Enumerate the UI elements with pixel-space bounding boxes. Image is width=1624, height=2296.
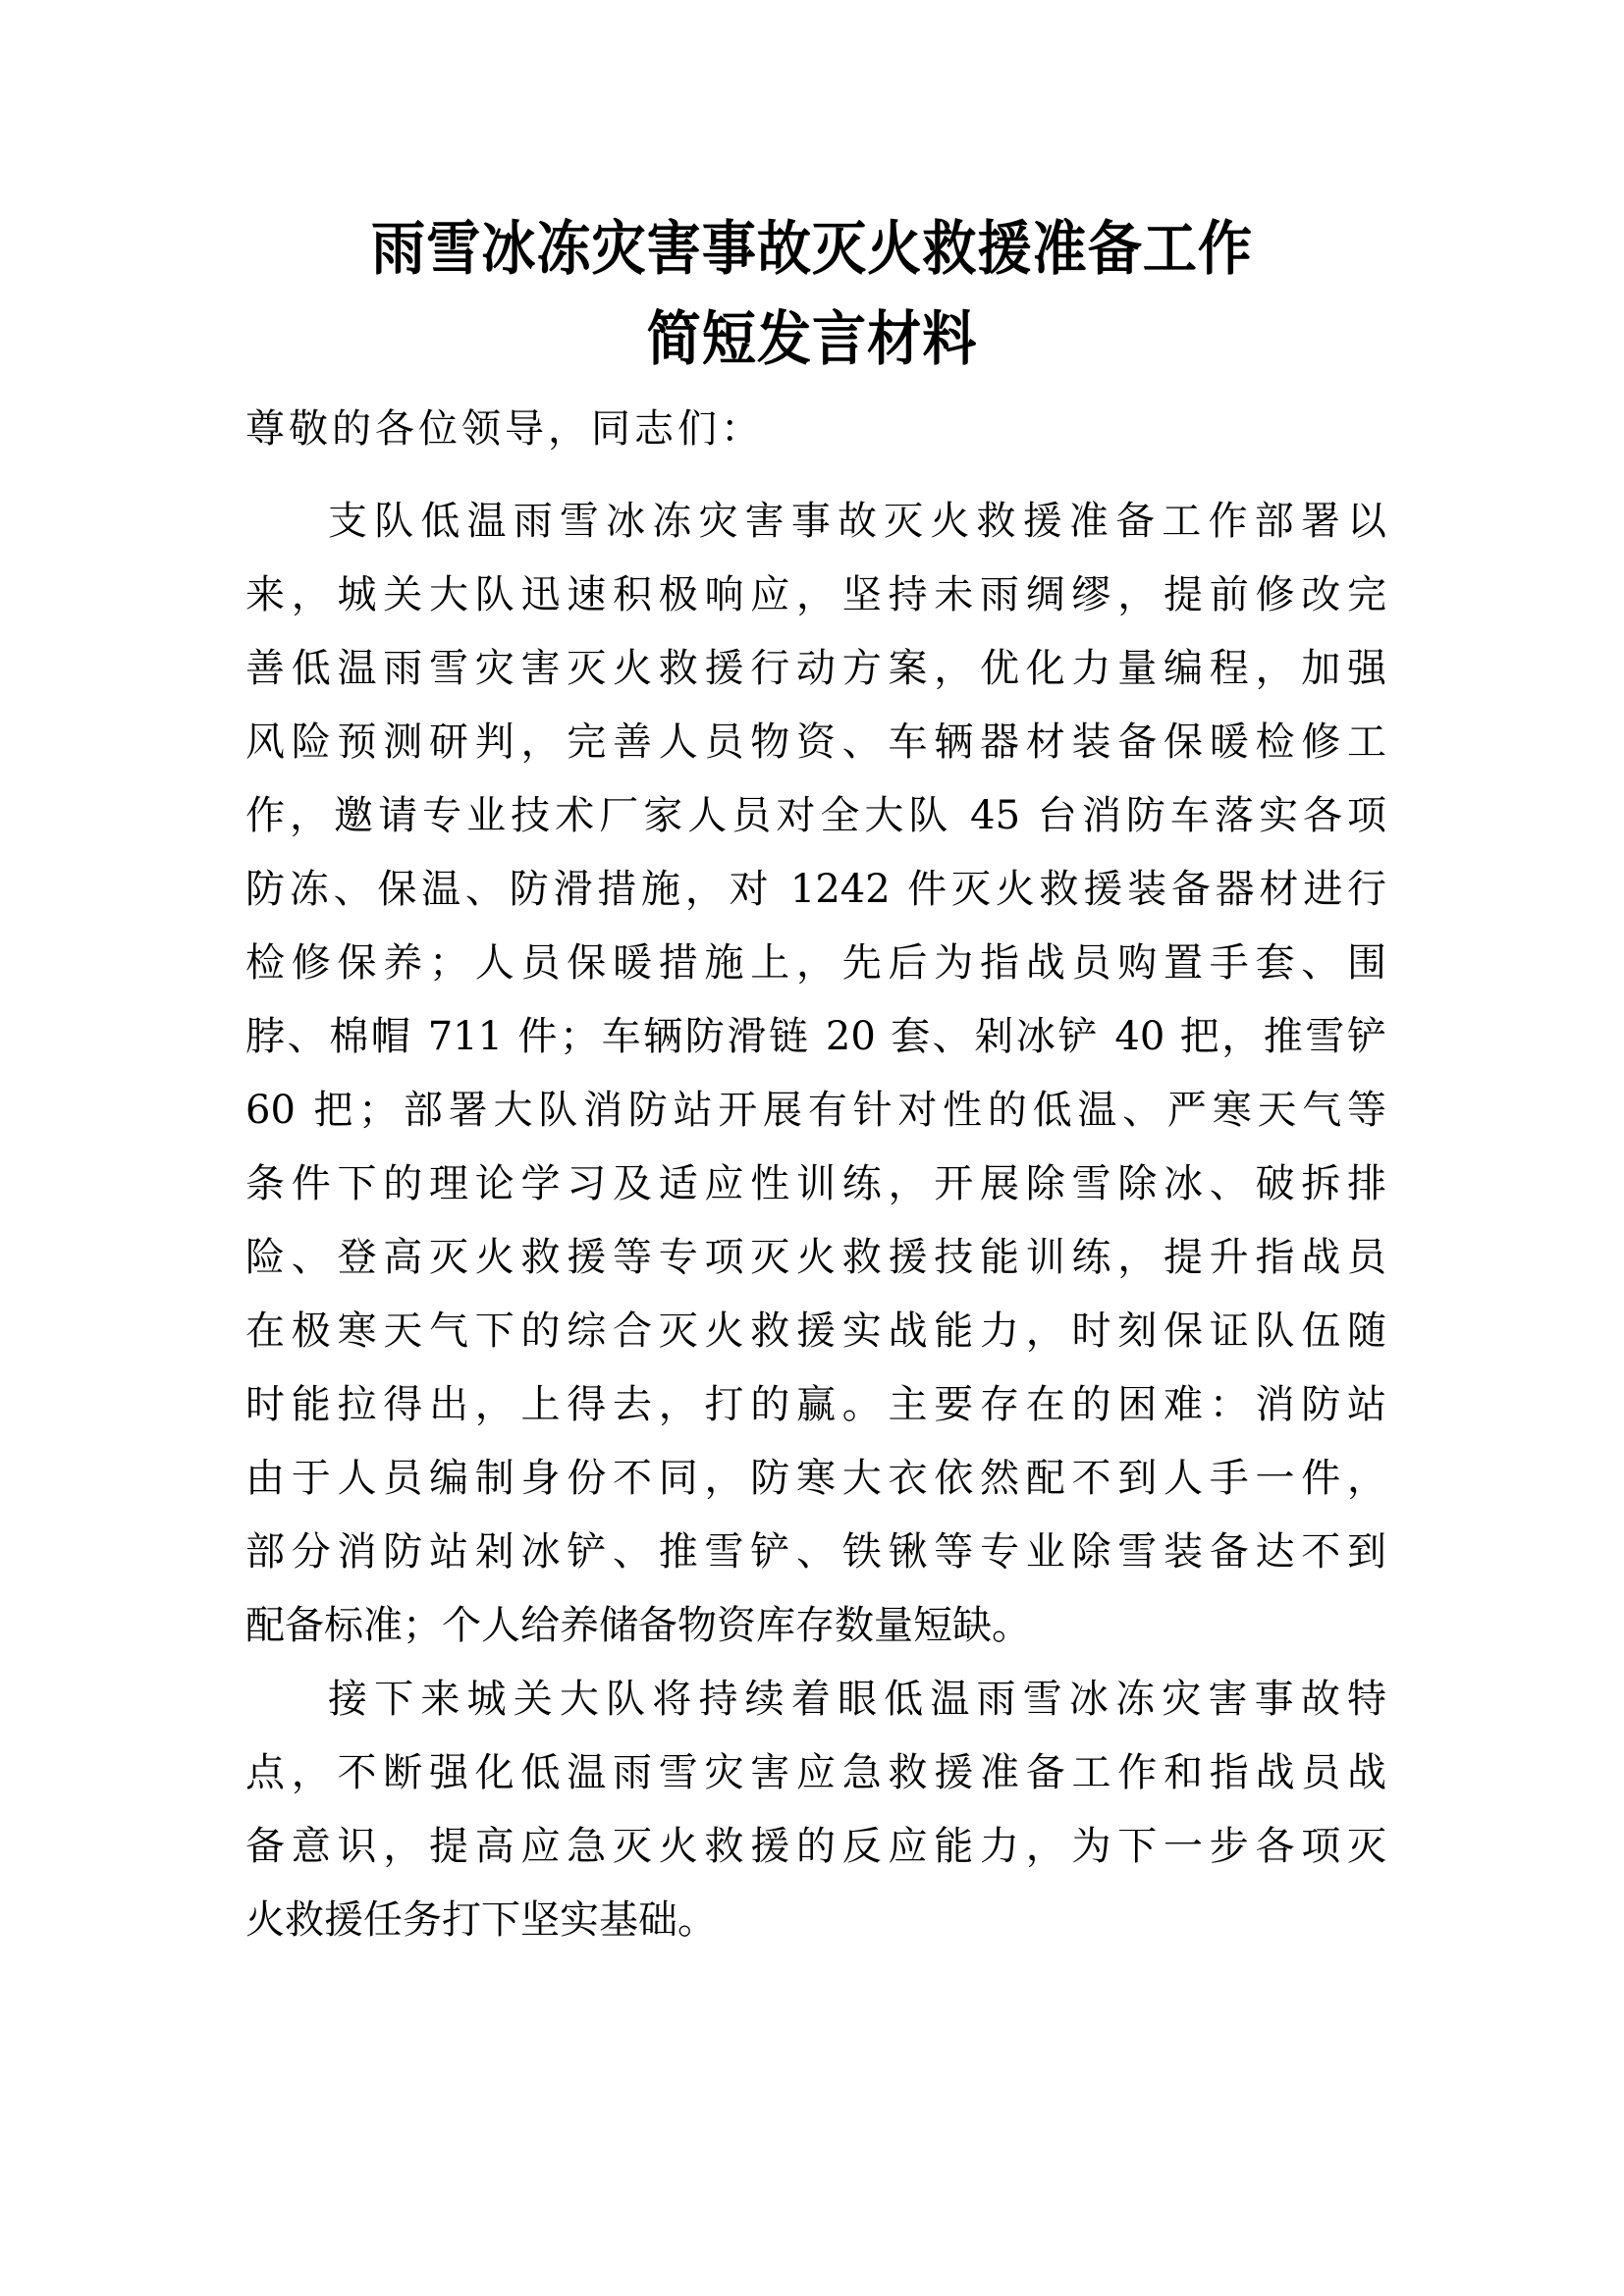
paragraph-line: 险、登高灭火救援等专项灭火救援技能训练，提升指战员: [245, 1235, 1386, 1280]
paragraph-line: 支队低温雨雪冰冻灾害事故灭火救援准备工作部署以: [328, 499, 1386, 544]
paragraph-line: 60 把；部署大队消防站开展有针对性的低温、严寒天气等: [245, 1088, 1386, 1133]
paragraph-line: 脖、棉帽 711 件；车辆防滑链 20 套、剁冰铲 40 把，推雪铲: [245, 1014, 1386, 1059]
paragraph-line: 备意识，提高应急灭火救援的反应能力，为下一步各项灭: [245, 1824, 1386, 1869]
paragraph-line: 在极寒天气下的综合灭火救援实战能力，时刻保证队伍随: [245, 1308, 1386, 1354]
salutation: 尊敬的各位领导，同志们：: [245, 406, 764, 452]
paragraph-line: 由于人员编制身份不同，防寒大衣依然配不到人手一件，: [245, 1456, 1386, 1501]
paragraph-line: 接下来城关大队将持续着眼低温雨雪冰冻灾害事故特: [328, 1677, 1386, 1722]
document-title-line-2: 简短发言材料: [646, 305, 978, 374]
paragraph-line: 善低温雨雪灾害灭火救援行动方案，优化力量编程，加强: [245, 646, 1386, 691]
paragraph-line: 检修保养；人员保暖措施上，先后为指战员购置手套、围: [245, 940, 1386, 986]
paragraph-line: 防冻、保温、防滑措施，对 1242 件灭火救援装备器材进行: [245, 867, 1386, 912]
paragraph-line: 条件下的理论学习及适应性训练，开展除雪除冰、破拆排: [245, 1161, 1386, 1206]
paragraph-line: 时能拉得出，上得去，打的赢。主要存在的困难：消防站: [245, 1382, 1386, 1427]
paragraph-line: 风险预测研判，完善人员物资、车辆器材装备保暖检修工: [245, 720, 1386, 765]
paragraph-line: 点，不断强化低温雨雪灾害应急救援准备工作和指战员战: [245, 1750, 1386, 1795]
document-title-line-1: 雨雪冰冻灾害事故灭火救援准备工作: [371, 215, 1253, 284]
paragraph-line: 来，城关大队迅速积极响应，坚持未雨绸缪，提前修改完: [245, 572, 1386, 617]
paragraph-line: 火救援任务打下坚实基础。: [245, 1897, 717, 1943]
paragraph-line: 部分消防站剁冰铲、推雪铲、铁锹等专业除雪装备达不到: [245, 1529, 1386, 1575]
paragraph-line: 配备标准；个人给养储备物资库存数量短缺。: [245, 1603, 1031, 1648]
paragraph-line: 作，邀请专业技术厂家人员对全大队 45 台消防车落实各项: [245, 793, 1386, 838]
